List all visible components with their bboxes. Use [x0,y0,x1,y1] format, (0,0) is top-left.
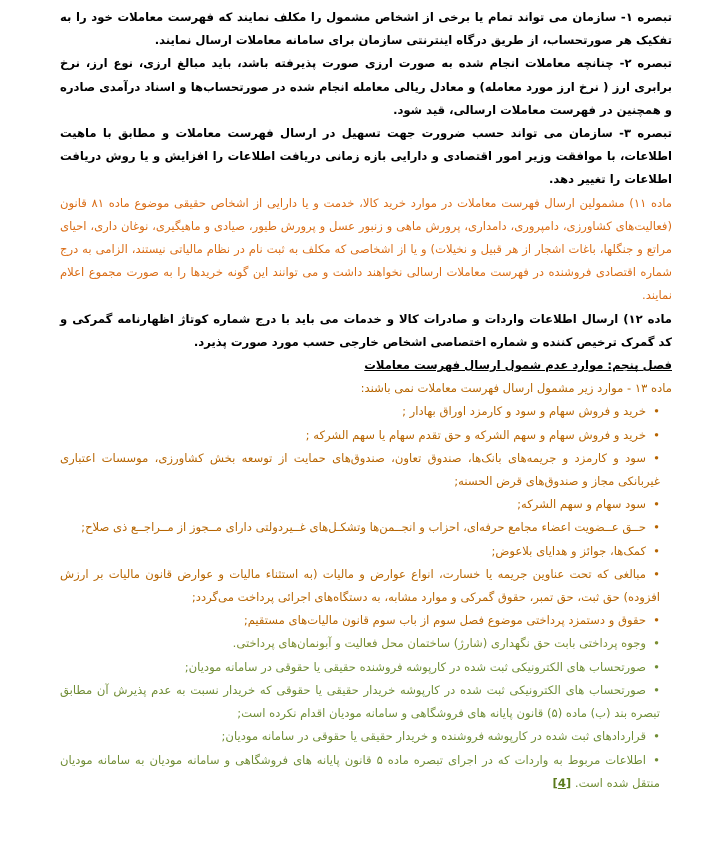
footnote-reference-link[interactable]: [4] [552,775,572,790]
madde-12: ماده ۱۲) ارسال اطلاعات واردات و صادرات کالا و خدمات می باید با درج شماره کوتاژ اظهارنامه گمرکی و کد گمرک ترخیص کننده و شماره اختصاصی اشخاص خارجی حسب مورد صورت پذیرد. [60,311,672,349]
list-item [60,400,672,423]
list-item [60,749,672,795]
bullet-icon: • [653,729,660,744]
list-item-text: حقوق و دستمزد پرداختی موضوع فصل سوم از باب سوم قانون مالیات‌های مستقیم; [243,613,646,628]
tabsare-1: تبصره ۱- سازمان می تواند تمام یا برخی از اشخاص مشمول را مکلف نمایند که فهرست معاملات خود را به تفکیک هر صورتحساب، از طریق درگاه اینترنتی سازمان برای سامانه معاملات ارسال نمایند. [60,10,672,48]
bullet-icon: • [653,520,660,535]
list-item [60,632,672,655]
list-item [60,516,672,539]
bullet-icon: • [653,613,660,628]
list-item [60,493,672,516]
list-item [60,424,672,447]
bullet-icon: • [653,636,660,651]
list-item-text: کمک‌ها، جوائز و هدایای بلاعوض; [491,543,646,558]
list-item-text: سود و کارمزد و جریمه‌های بانک‌ها، صندوق تعاون، صندوق‌های حمایت از توسعه بخش کشاورزی، موسسات اعتباری غیربانکی مجاز و صندوق‌های قرض الحسنه; [60,450,660,489]
bullet-icon: • [653,752,660,767]
list-item-text: صورتحساب های الکترونیکی ثبت شده در کارپوشه خریدار حقیقی یا حقوقی که خریدار نسبت به عدم پذیرش آن مطابق تبصره بند (ب) ماده (۵) قانون پایانه های فروشگاهی و سامانه مودیان اقدام نکرده است; [60,682,660,721]
list-item [60,656,672,679]
list-item-text: خرید و فروش سهام و سود و کارمزد اوراق بهادار ; [402,404,646,419]
list-item-text: خرید و فروش سهام و سهم الشرکه و حق تقدم سهام یا سهم الشرکه ; [305,427,646,442]
list-item [60,447,672,493]
list-item-text: مبالغی که تحت عناوین جریمه یا خسارت، انواع عوارض و مالیات (به استثناء مالیات و عوارض قانون مالیات بر ارزش افزوده) حق ثبت، حق تمبر، حقوق گمرکی و موارد مشابه، به دستگاه‌های اجرائی پرداخت می‌گردد; [60,566,660,605]
list-item-text: اطلاعات مربوط به واردات که در اجرای تبصره ماده ۵ قانون پایانه های فروشگاهی و سامانه مودیان به سامانه مودیان منتقل شده است. [60,752,660,790]
list-item-text: حــق عــضویت اعضاء مجامع حرفه‌ای، احزاب و انجــمن‌ها وتشکـل‌های غــیردولتی دارای مــجوز از مــراجــع ذی صلاح; [81,520,646,535]
bullet-icon: • [653,450,660,465]
list-item [60,609,672,632]
document-page [60,6,672,795]
bullet-icon: • [653,659,660,674]
tabsare-2: تبصره ۲- چنانچه معاملات انجام شده به صورت ارزی صورت پذیرفته باشد، باید مبالغ ارزی، نوع ارز، نرخ برابری ارز ( نرخ ارز مورد معامله) و معادل ریالی معامله انجام شده در صورتحساب‌ها و اسناد درآمدی صادره و همچنین در فهرست معاملات ارسالی، قید شود. [60,56,672,117]
exclusion-list [60,400,672,794]
bullet-icon: • [653,543,660,558]
bullet-icon: • [653,682,660,697]
madde-13: ماده ۱۳ - موارد زیر مشمول ارسال فهرست معاملات نمی باشند: [360,381,672,396]
tabsare-3: تبصره ۳- سازمان می تواند حسب ضرورت جهت تسهیل در ارسال فهرست معاملات و مطابق با ماهیت اطلاعات، با موافقت وزیر امور اقتصادی و دارایی بازه زمانی دریافت اطلاعات را افزایش و یا روش دریافت اطلاعات را تغییر دهد. [60,126,672,187]
list-item-text: وجوه پرداختی بابت حق نگهداری (شارژ) ساختمان محل فعالیت و آبونمان‌های پرداختی. [232,636,646,651]
bullet-icon: • [653,404,660,419]
bullet-icon: • [653,566,660,581]
list-item [60,725,672,748]
madde-11: ماده ۱۱) مشمولین ارسال فهرست معاملات در موارد خرید کالا، خدمت و یا دارایی از اشخاص حقیقی موضوع ماده ۸۱ قانون (فعالیت‌های کشاورزی، دامپروری، دامداری، پرورش ماهی و زنبور عسل و پرورش طیور، صیادی و ماهیگیری، نوغان داری، احیای مراتع و جنگلها، باغات اشجار از هر قبیل و نخیلات) و یا از اشخاصی که مکلف به ثبت نام در نظام مالیاتی نیستند، الزامی به درج شماره اقتصادی فروشنده در فهرست معاملات ارسالی نخواهند داشت و می توانند این گونه خریدها را به صورت مجموع اعلام نمایند. [60,195,672,303]
list-item-text: سود سهام و سهم الشرکه; [517,497,646,512]
list-item [60,540,672,563]
list-item [60,679,672,725]
list-item-text: صورتحساب های الکترونیکی ثبت شده در کارپوشه فروشنده حقیقی یا حقوقی در سامانه مودیان; [184,659,646,674]
list-item [60,563,672,609]
bullet-icon: • [653,497,660,512]
list-item-text: قراردادهای ثبت شده در کارپوشه فروشنده و خریدار حقیقی یا حقوقی در سامانه مودیان; [221,729,646,744]
bullet-icon: • [653,427,660,442]
section-heading-fasl-5: فصل پنجم: موارد عدم شمول ارسال فهرست معاملات [364,358,672,373]
